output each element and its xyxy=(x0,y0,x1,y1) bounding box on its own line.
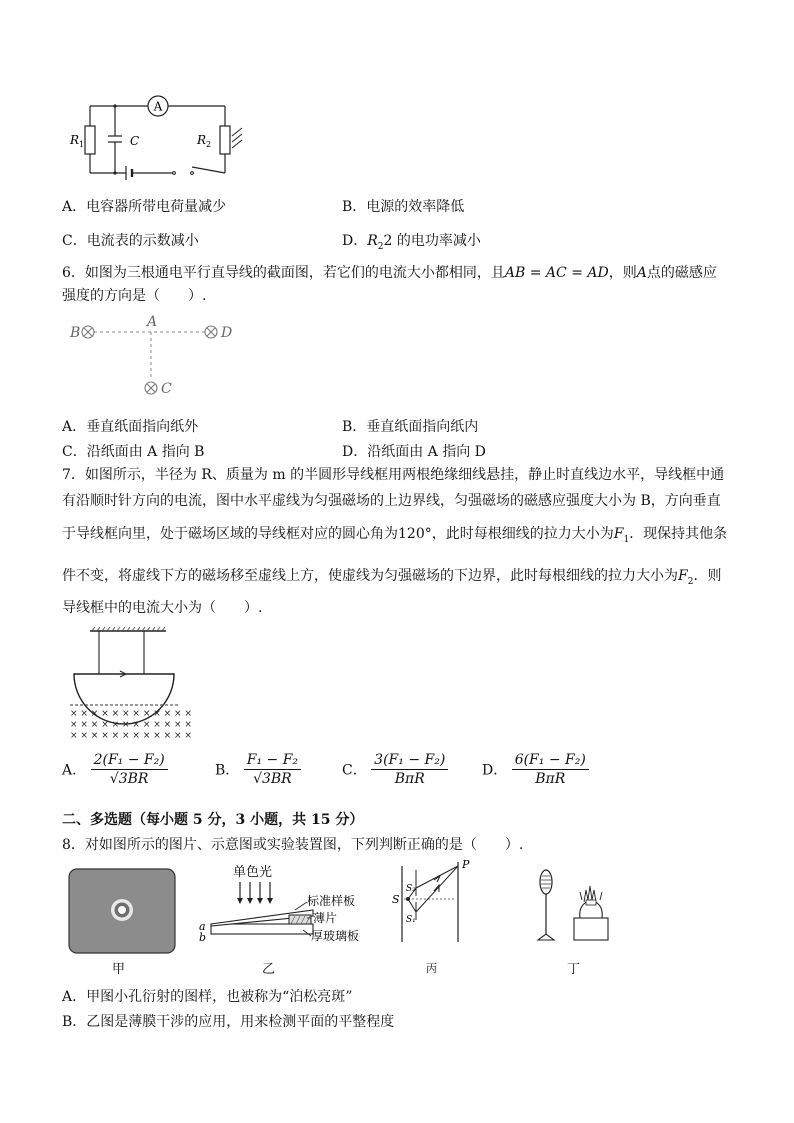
q8-yi-plate3-label: 厚玻璃板 xyxy=(311,929,360,943)
q7-line4-tail: ．则 xyxy=(693,568,722,584)
q8-yi-b-label: b xyxy=(199,931,207,944)
q7-stem-line3 xyxy=(62,524,727,550)
r2-label: R xyxy=(197,133,207,147)
q5-option-d[interactable] xyxy=(342,230,481,252)
r2-sub: 2 xyxy=(206,140,212,149)
q8-bing-s2-label: S₂ xyxy=(406,884,416,894)
capacitor-label: C xyxy=(130,134,140,148)
q6-stem-line1 xyxy=(62,263,717,283)
q7-line3-tail: ．现保持其他条 xyxy=(629,526,728,542)
q7-option-d-label: D． xyxy=(482,762,508,779)
q7-option-c[interactable] xyxy=(342,752,448,787)
q7-option-b-numerator: F₁ − F₂ xyxy=(244,752,301,770)
q8-option-a[interactable]: A．甲图小孔衍射的图样，也被称为“泊松亮斑” xyxy=(62,989,353,1005)
q8-fig-bing xyxy=(390,858,480,948)
q6-label-c: C xyxy=(161,381,172,397)
q6-stem-formula: AB = AC = AD xyxy=(504,265,609,281)
q5-option-d-text: 2 的电功率减小 xyxy=(383,233,481,249)
svg-text:× × × × × × × × × × × ×: × × × × × × × × × × × × xyxy=(70,731,192,741)
ammeter-label: A xyxy=(153,99,163,114)
q6-stem-text-a: 6．如图为三根通电平行直导线的截面图，若它们的电流大小都相同，且 xyxy=(62,265,505,281)
q8-bing-s-label: S xyxy=(392,893,400,906)
q5-circuit-diagram xyxy=(70,92,250,182)
q7-option-b-denominator: √3BR xyxy=(253,771,292,787)
q7-option-b-label: B． xyxy=(215,762,240,779)
q7-option-a[interactable] xyxy=(62,752,168,787)
q7-stem-line1: 7．如图所示，半径为 R、质量为 m 的半圆形导线框用两根绝缘细线悬挂，静止时直线边水平，导线框中通 xyxy=(62,467,725,483)
q6-stem-text-d: 点的磁感应 xyxy=(646,265,717,281)
r1-sub: 1 xyxy=(79,140,85,149)
q8-fig-yi xyxy=(195,860,370,955)
q8-yi-a-label: a xyxy=(199,920,206,933)
q6-option-a[interactable]: A．垂直纸面指向纸外 xyxy=(62,419,199,435)
q7-option-a-numerator: 2(F₁ − F₂) xyxy=(91,752,168,770)
q8-caption-jia: 甲 xyxy=(112,962,126,977)
svg-text:R2 xyxy=(196,133,211,149)
q7-line3-f: F xyxy=(613,526,624,542)
q5-option-d-r: R xyxy=(367,233,378,249)
q7-option-b[interactable] xyxy=(215,752,301,787)
q6-label-b: B xyxy=(70,325,81,341)
q6-label-d: D xyxy=(221,325,233,341)
q7-option-c-denominator: BπR xyxy=(394,771,425,787)
q5-option-c[interactable]: C．电流表的示数减小 xyxy=(62,233,199,249)
q7-option-a-label: A． xyxy=(62,762,87,779)
q8-fig-jia xyxy=(68,868,176,954)
q5-option-a[interactable]: A．电容器所带电荷量减少 xyxy=(62,199,227,215)
q8-yi-light-label: 单色光 xyxy=(233,865,273,880)
q5-option-b[interactable]: B．电源的效率降低 xyxy=(342,199,465,215)
q8-stem: 8．对如图所示的图片、示意图或实验装置图，下列判断正确的是（ ）. xyxy=(62,837,524,853)
q7-option-d-denominator: BπR xyxy=(535,771,566,787)
q7-line4-sub: 2 xyxy=(687,576,694,587)
q7-option-a-denominator: √3BR xyxy=(109,771,149,787)
q7-line4-text: 件不变，将虚线下方的磁场移至虚线上方，使虚线为匀强磁场的下边界，此时每根细线的拉力大小为 xyxy=(62,568,678,584)
q5-option-d-prefix: D． xyxy=(342,233,368,249)
q5-option-d-sub: 2 xyxy=(377,241,384,252)
q8-bing-p-label: P xyxy=(462,858,470,871)
q6-stem-line2: 强度的方向是（ ）. xyxy=(62,288,207,304)
q6-wires-diagram xyxy=(65,312,250,402)
q8-bing-s1-label: S₁ xyxy=(406,915,416,925)
q6-option-d[interactable]: D．沿纸面由 A 指向 D xyxy=(342,444,486,460)
q8-yi-plate1-label: 标准样板 xyxy=(307,894,356,908)
q7-option-c-numerator: 3(F₁ − F₂) xyxy=(371,752,448,770)
q6-label-a: A xyxy=(147,314,158,330)
q6-option-b[interactable]: B．垂直纸面指向纸内 xyxy=(342,419,479,435)
q8-caption-ding: 丁 xyxy=(567,962,581,977)
svg-text:× × × × × × × × × × × ×: × × × × × × × × × × × × xyxy=(70,720,192,730)
q8-yi-plate2-label: 薄片 xyxy=(313,911,338,925)
q8-caption-yi: 乙 xyxy=(262,962,276,977)
q7-line4-f: F xyxy=(678,568,688,584)
q8-fig-ding xyxy=(530,860,620,950)
q7-line3-text: 于导线框向里，处于磁场区域的导线框对应的圆心角为120°，此时每根细线的拉力大小为 xyxy=(62,526,614,542)
q6-stem-text-b: ，则 xyxy=(608,265,637,281)
q8-option-b[interactable]: B．乙图是薄膜干涉的应用，用来检测平面的平整程度 xyxy=(62,1014,395,1030)
q8-caption-bing: 丙 xyxy=(426,962,437,975)
q7-option-d-numerator: 6(F₁ − F₂) xyxy=(512,752,589,770)
q6-stem-text-c: A xyxy=(636,265,647,281)
q7-frame-diagram xyxy=(68,626,192,744)
q7-option-c-label: C． xyxy=(342,762,367,779)
r1-label: R xyxy=(70,133,80,147)
section-2-title: 二、多选题（每小题 5 分，3 小题，共 15 分） xyxy=(62,812,364,828)
q6-option-c[interactable]: C．沿纸面由 A 指向 B xyxy=(62,444,205,460)
q7-stem-line5: 导线框中的电流大小为（ ）. xyxy=(62,600,263,616)
q7-stem-line2: 有沿顺时针方向的电流，图中水平虚线为匀强磁场的上边界线，匀强磁场的磁感应强度大小为 B，方向垂直 xyxy=(62,493,721,509)
q7-stem-line4 xyxy=(62,566,721,592)
q7-option-d[interactable] xyxy=(482,752,589,787)
svg-text:R1 xyxy=(69,133,84,149)
q7-line3-sub: 1 xyxy=(623,534,630,545)
svg-text:× × × × × × × × × × × ×: × × × × × × × × × × × × xyxy=(70,709,192,719)
